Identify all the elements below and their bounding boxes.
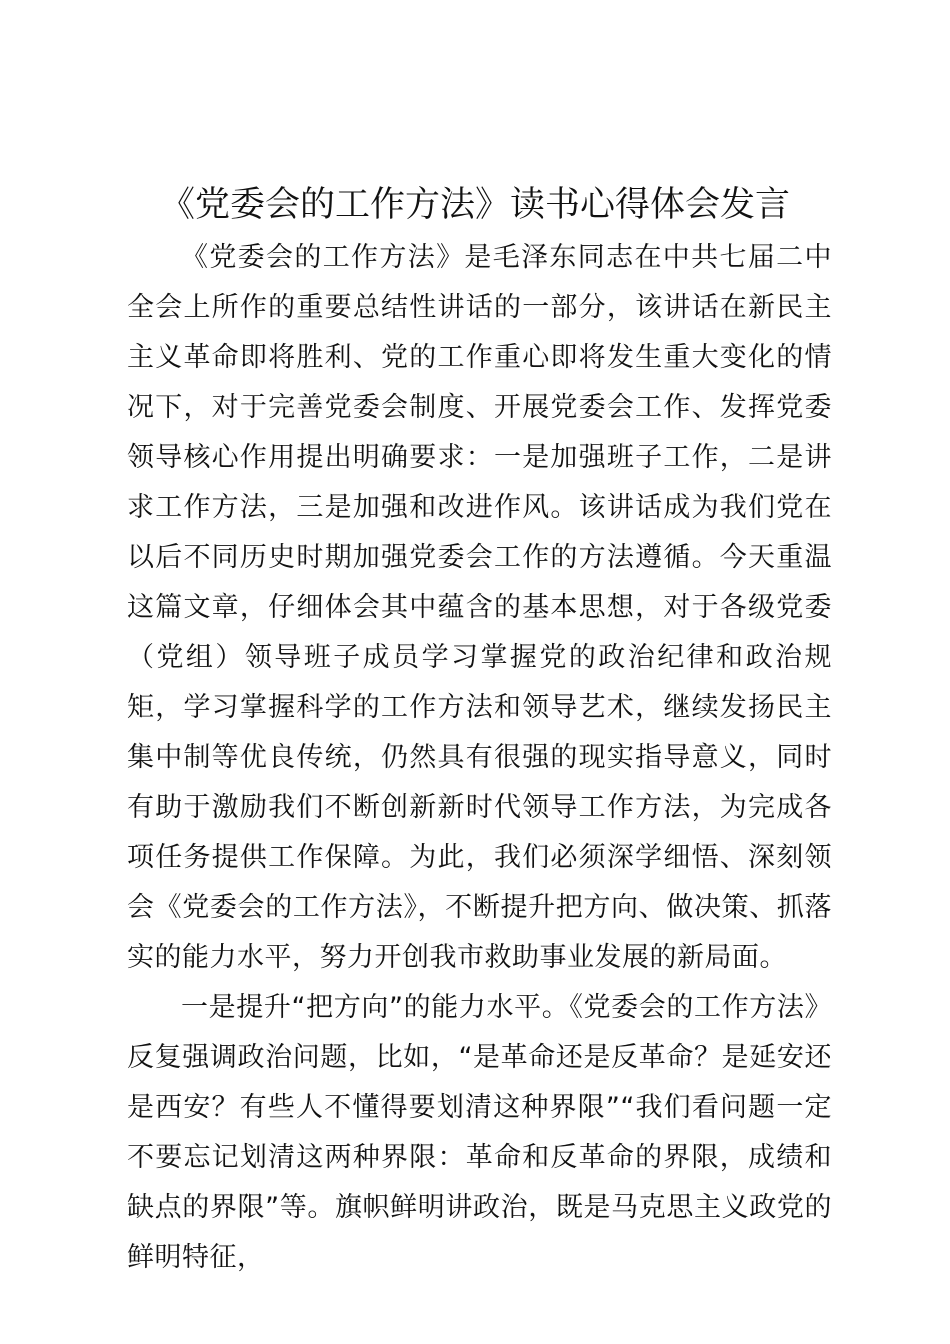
document-body	[127, 233, 832, 1283]
document-title: 《党委会的工作方法》读书心得体会发言	[159, 185, 790, 225]
paragraph-point-one: 一是提升“把方向”的能力水平。《党委会的工作方法》反复强调政治问题，比如，“是革命还是反革命？是延安还是西安？有些人不懂得要划清这种界限”“我们看问题一定不要忘记划清这两种界限：革命和反革命的界限，成绩和缺点的界限”等。旗帜鲜明讲政治，既是马克思主义政党的鲜明特征，	[127, 992, 832, 1273]
paragraph-intro: 《党委会的工作方法》是毛泽东同志在中共七届二中全会上所作的重要总结性讲话的一部分，该讲话在新民主主义革命即将胜利、党的工作重心即将发生重大变化的情况下，对于完善党委会制度、开展党委会工作、发挥党委领导核心作用提出明确要求：一是加强班子工作，二是讲求工作方法，三是加强和改进作风。该讲话成为我们党在以后不同历史时期加强党委会工作的方法遵循。今天重温这篇文章，仔细体会其中蕴含的基本思想，对于各级党委（党组）领导班子成员学习掌握党的政治纪律和政治规矩，学习掌握科学的工作方法和领导艺术，继续发扬民主集中制等优良传统，仍然具有很强的现实指导意义，同时有助于激励我们不断创新新时代领导工作方法，为完成各项任务提供工作保障。为此，我们必须深学细悟、深刻领会《党委会的工作方法》，不断提升把方向、做决策、抓落实的能力水平，努力开创我市救助事业发展的新局面。	[127, 242, 832, 973]
